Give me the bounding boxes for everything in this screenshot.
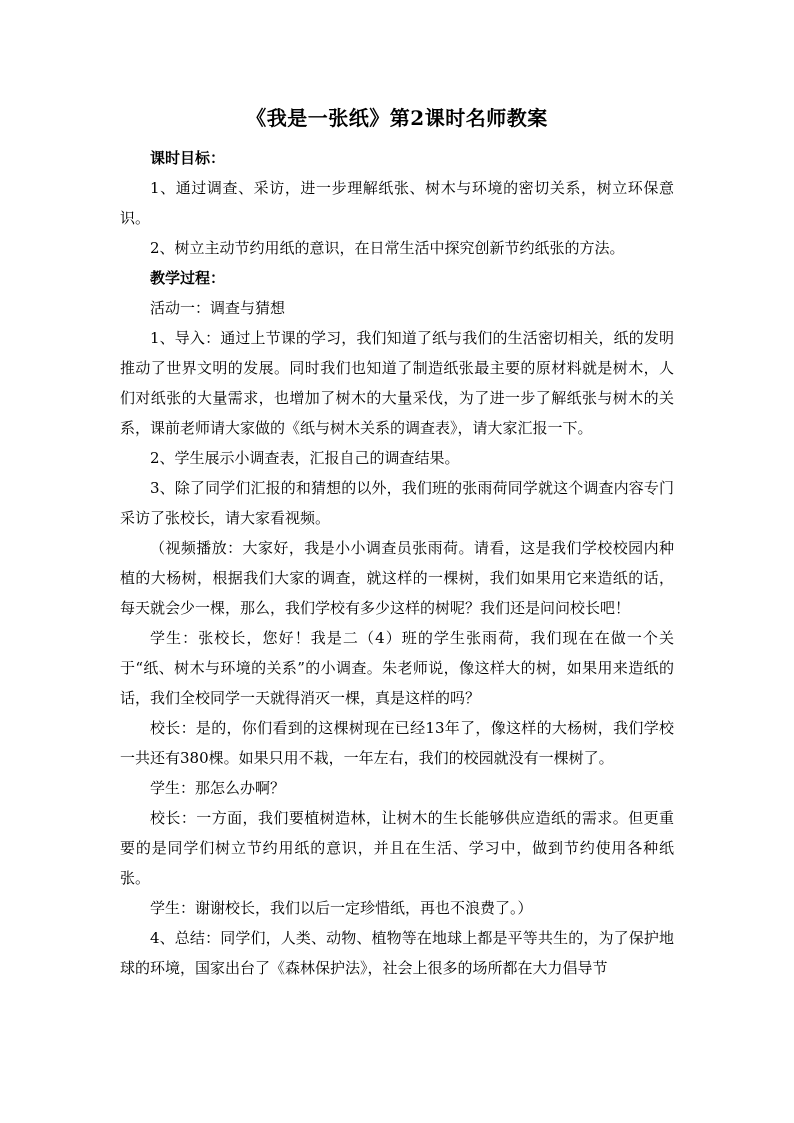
dialogue-paragraph: 校长：是的，你们看到的这棵树现在已经13年了，像这样的大杨树，我们学校一共还有380棵。如果只用不栽，一年左右，我们的校园就没有一棵树了。 [120, 719, 674, 767]
dialogue-paragraph: 校长：一方面，我们要植树造林，让树木的生长能够供应造纸的需求。但更重要的是同学们树立节约用纸的意识，并且在生活、学习中，做到节约使用各种纸张。 [120, 809, 674, 887]
dialogue-paragraph: 学生：那怎么办啊？ [150, 779, 286, 797]
dialogue-paragraph: 学生：张校长，您好！我是二（4）班的学生张雨荷，我们现在在做一个关于“纸、树木与环境的关系”的小调查。朱老师说，像这样大的树，如果用来造纸的话，我们全校同学一天就得消灭一棵，真是这样的吗？ [120, 629, 674, 707]
document-body [120, 143, 674, 983]
paragraph: 3、除了同学们汇报的和猜想的以外，我们班的张雨荷同学就这个调查内容专门采访了张校长，请大家看视频。 [120, 479, 674, 527]
paragraph: 4、总结：同学们，人类、动物、植物等在地球上都是平等共生的，为了保护地球的环境，国家出台了《森林保护法》，社会上很多的场所都在大力倡导节 [120, 929, 674, 977]
activity-heading: 活动一：调查与猜想 [150, 299, 286, 317]
document-title: 《我是一张纸》第2课时名师教案 [246, 106, 548, 130]
paragraph: 1、导入：通过上节课的学习，我们知道了纸与我们的生活密切相关，纸的发明推动了世界文明的发展。同时我们也知道了制造纸张最主要的原材料就是树木，人们对纸张的大量需求，也增加了树木的大量采伐，为了进一步了解纸张与树木的关系，课前老师请大家做的《纸与树木关系的调查表》，请大家汇报一下。 [120, 329, 674, 437]
section-heading-process: 教学过程： [150, 269, 226, 287]
section-heading-objectives: 课时目标： [150, 149, 226, 167]
paragraph: 2、树立主动节约用纸的意识，在日常生活中探究创新节约纸张的方法。 [150, 239, 625, 257]
paragraph: 1、通过调查、采访，进一步理解纸张、树木与环境的密切关系，树立环保意识。 [120, 179, 674, 227]
paragraph: 2、学生展示小调查表，汇报自己的调查结果。 [150, 449, 460, 467]
dialogue-paragraph: 学生：谢谢校长，我们以后一定珍惜纸，再也不浪费了。） [150, 899, 533, 917]
paragraph: （视频播放：大家好，我是小小调查员张雨荷。请看，这是我们学校校园内种植的大杨树，根据我们大家的调查，就这样的一棵树，我们如果用它来造纸的话，每天就会少一棵，那么，我们学校有多少这样的树呢？我们还是问问校长吧！ [120, 539, 674, 617]
